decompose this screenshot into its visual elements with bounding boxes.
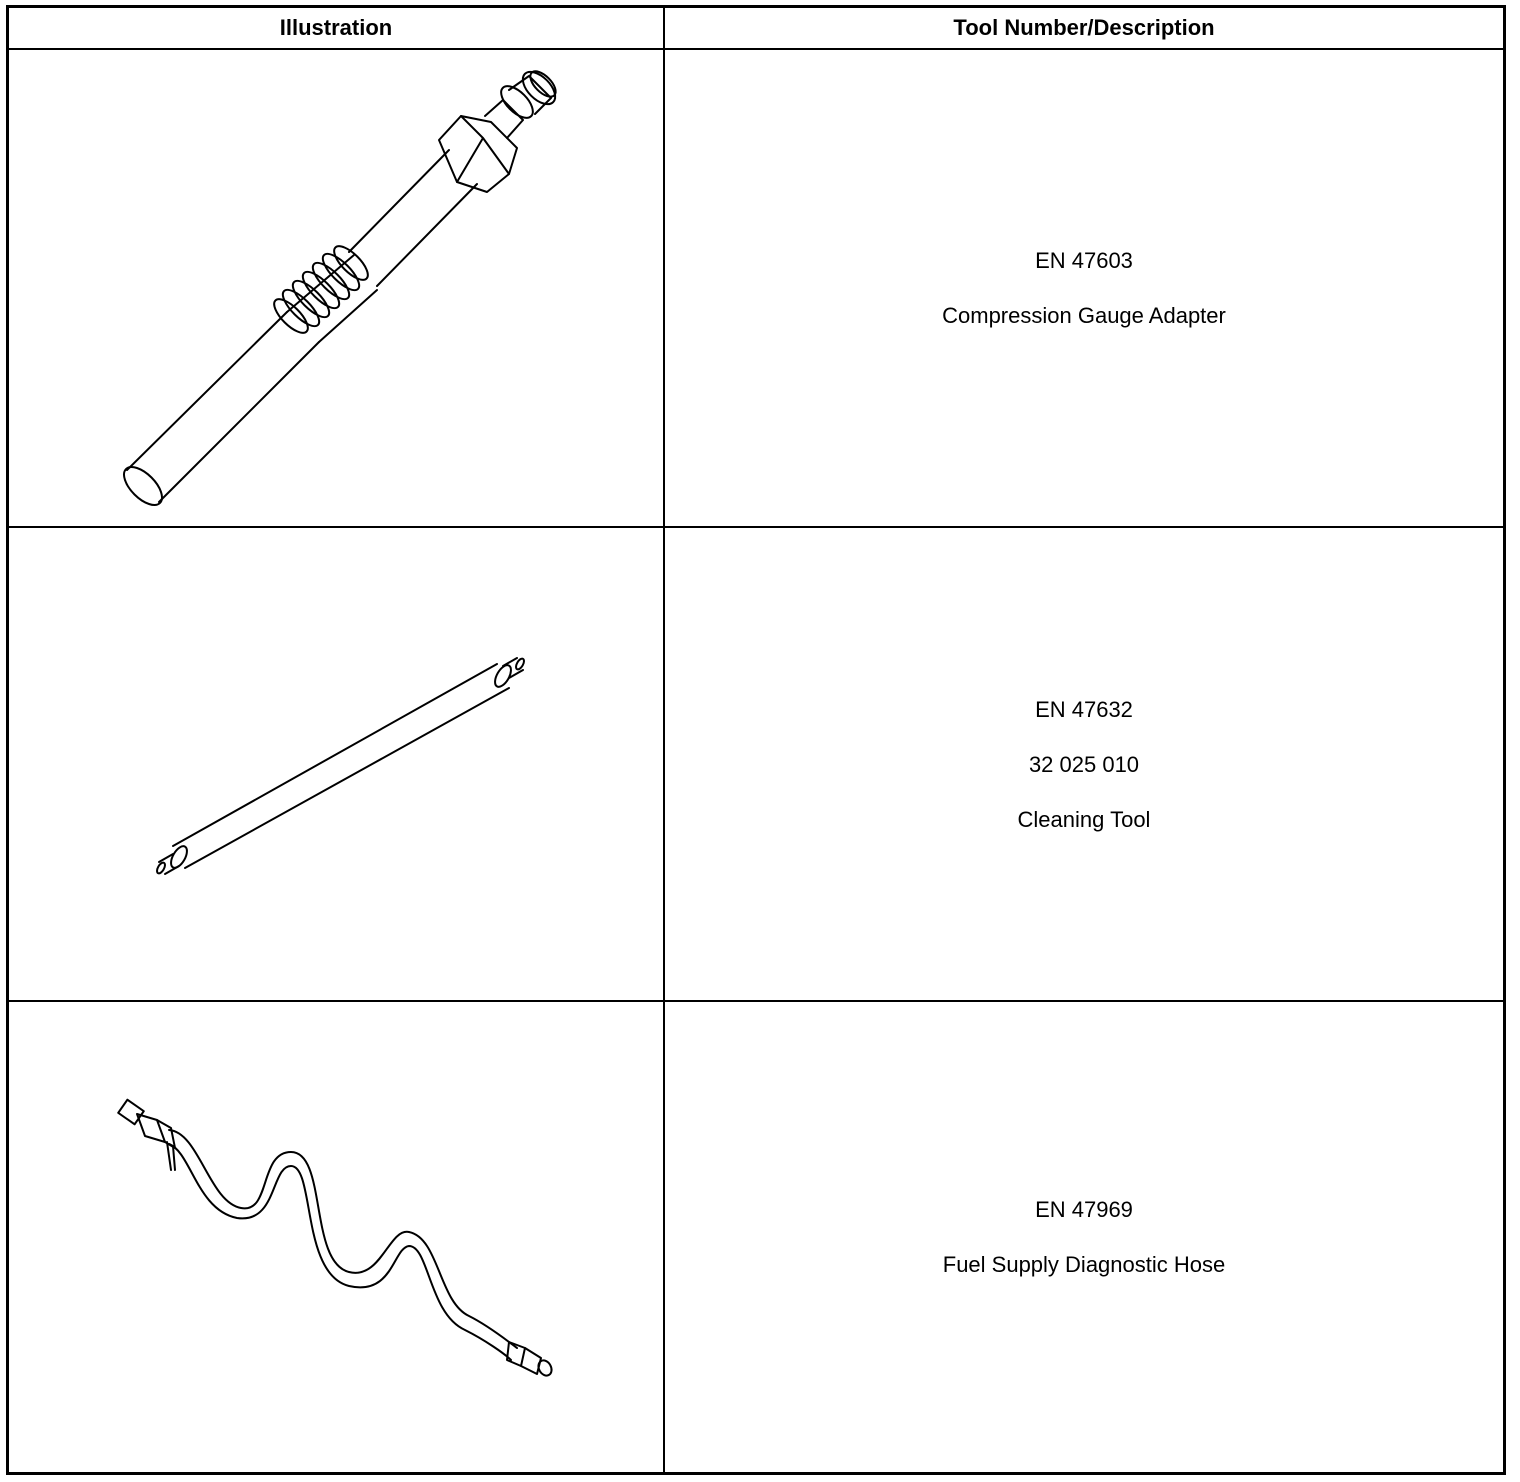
tool-number: EN 47632 (1035, 696, 1133, 722)
fuel-supply-hose-icon (9, 1002, 663, 1472)
illustration-cell (9, 1002, 663, 1472)
header-illustration: Illustration (279, 15, 393, 40)
description-cell (665, 528, 1503, 1000)
table-row (9, 50, 1503, 528)
header-tool-description: Tool Number/Description (953, 15, 1215, 40)
tool-description: Cleaning Tool (1017, 806, 1151, 832)
tool-number: EN 47969 (1035, 1197, 1133, 1222)
tool-part-number: 32 025 010 (1028, 751, 1140, 777)
description-cell (665, 1002, 1503, 1472)
illustration-cell (9, 528, 663, 1000)
special-tools-table (6, 5, 1506, 1475)
table-row (9, 528, 1503, 1002)
table-row (9, 1002, 1503, 1472)
tool-number: EN 47603 (1035, 248, 1133, 273)
compression-gauge-adapter-icon (9, 50, 663, 528)
tool-description: Compression Gauge Adapter (942, 303, 1226, 328)
illustration-cell (9, 50, 663, 526)
description-cell (665, 50, 1503, 526)
tool-description: Fuel Supply Diagnostic Hose (942, 1252, 1226, 1277)
table-header-row (9, 8, 1503, 50)
cleaning-tool-icon (9, 528, 663, 1002)
